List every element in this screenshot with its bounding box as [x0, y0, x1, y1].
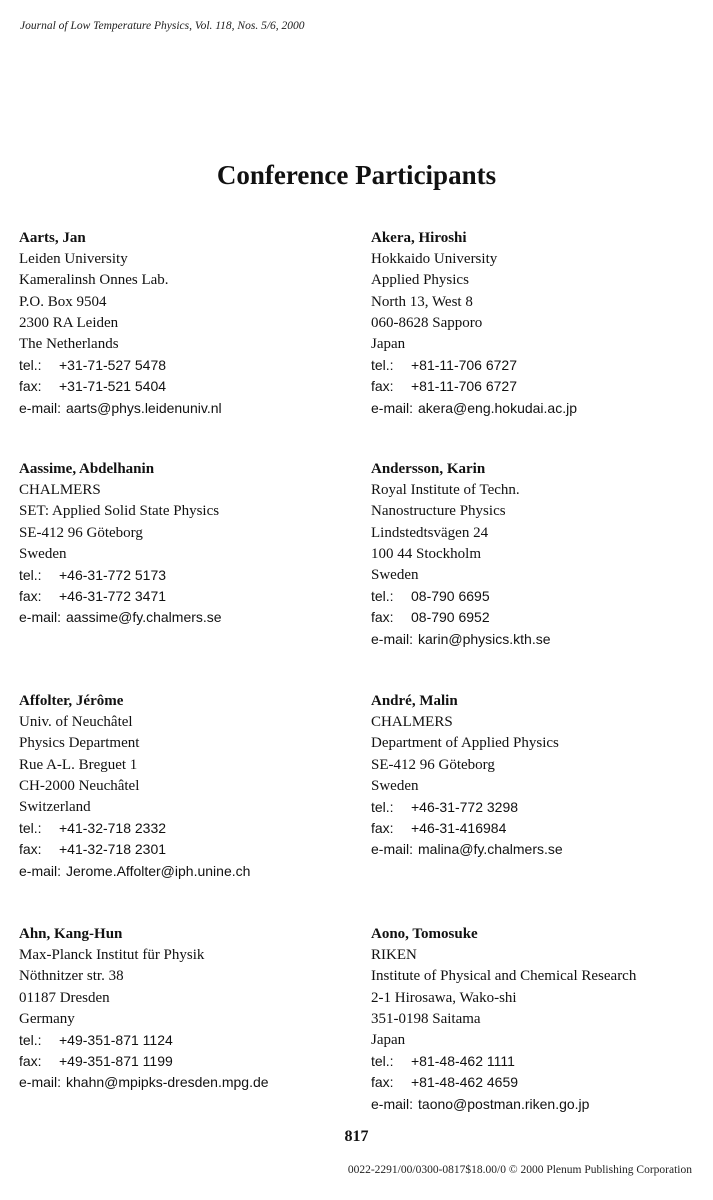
country: The Netherlands [19, 336, 119, 353]
tel-value: +46-31-772 3298 [411, 799, 519, 816]
tel-value: +31-71-527 5478 [59, 357, 167, 374]
fax-value: +46-31-772 3471 [59, 588, 167, 605]
tel-value: 08-790 6695 [411, 588, 490, 605]
fax-label: fax: [19, 588, 42, 605]
email-value: aarts@phys.leidenuniv.nl [66, 399, 222, 416]
email-line [19, 398, 359, 419]
participant-name: Andersson, Karin [371, 461, 486, 477]
participant-entry [371, 691, 711, 861]
participant-name: Akera, Hiroshi [371, 230, 467, 246]
address-line: Hokkaido University [371, 251, 498, 268]
participant-entry [19, 459, 359, 629]
participant-entry [19, 924, 359, 1094]
email-label: e-mail: [19, 399, 62, 416]
fax-line [19, 839, 359, 860]
email-line [19, 607, 359, 628]
fax-label: fax: [19, 378, 42, 395]
email-value: khahn@mpipks-dresden.mpg.de [66, 1074, 269, 1091]
participant-name: Aassime, Abdelhanin [19, 461, 155, 477]
fax-label: fax: [371, 378, 394, 395]
fax-value: 08-790 6952 [411, 609, 490, 626]
email-line [371, 629, 711, 650]
address-line: Nöthnitzer str. 38 [19, 968, 124, 985]
fax-value: +46-31-416984 [411, 820, 507, 837]
country: Sweden [371, 777, 419, 794]
participant-name: Aarts, Jan [19, 230, 86, 246]
address-line: North 13, West 8 [371, 293, 473, 310]
tel-line [371, 797, 711, 818]
participant-entry [371, 459, 711, 650]
fax-value: +81-11-706 6727 [411, 378, 517, 395]
address-line: 2300 RA Leiden [19, 314, 119, 331]
tel-value: +46-31-772 5173 [59, 567, 167, 584]
participant-name: Aono, Tomosuke [371, 926, 478, 942]
fax-value: +31-71-521 5404 [59, 378, 167, 395]
fax-line [19, 1051, 359, 1072]
tel-label: tel.: [371, 588, 394, 605]
email-line [371, 839, 711, 860]
address-line: Royal Institute of Techn. [371, 482, 520, 499]
email-line [19, 861, 359, 882]
address-line: 351-0198 Saitama [371, 1010, 481, 1027]
fax-line [371, 607, 711, 628]
tel-label: tel.: [19, 820, 42, 837]
address-line: CH-2000 Neuchâtel [19, 777, 140, 794]
country: Switzerland [19, 799, 91, 816]
email-label: e-mail: [371, 841, 414, 858]
tel-label: tel.: [19, 567, 42, 584]
address-line: P.O. Box 9504 [19, 293, 107, 310]
fax-line [371, 376, 711, 397]
fax-label: fax: [19, 841, 42, 858]
email-line [19, 1072, 359, 1093]
address-line: 100 44 Stockholm [371, 545, 482, 562]
tel-label: tel.: [19, 357, 42, 374]
participant-name: Affolter, Jérôme [19, 693, 124, 709]
tel-value: +81-48-462 1111 [411, 1053, 515, 1070]
tel-label: tel.: [371, 357, 394, 374]
address-line: Univ. of Neuchâtel [19, 714, 133, 731]
address-line: Physics Department [19, 735, 140, 752]
email-label: e-mail: [371, 1095, 414, 1112]
tel-line [371, 355, 711, 376]
email-value: Jerome.Affolter@iph.unine.ch [66, 862, 251, 879]
email-value: akera@eng.hokudai.ac.jp [418, 399, 577, 416]
address-line: Leiden University [19, 251, 128, 268]
fax-value: +41-32-718 2301 [59, 841, 167, 858]
email-value: aassime@fy.chalmers.se [66, 609, 222, 626]
fax-label: fax: [19, 1053, 42, 1070]
address-line: Kameralinsh Onnes Lab. [19, 272, 169, 289]
email-label: e-mail: [19, 862, 62, 879]
fax-line [371, 818, 711, 839]
email-label: e-mail: [19, 609, 62, 626]
address-line: Applied Physics [371, 272, 469, 289]
tel-label: tel.: [371, 1053, 394, 1070]
tel-label: tel.: [19, 1032, 42, 1049]
country: Japan [371, 1032, 406, 1049]
email-label: e-mail: [371, 630, 414, 647]
address-line: CHALMERS [371, 714, 453, 731]
journal-header: Journal of Low Temperature Physics, Vol. 118, Nos. 5/6, 2000 [20, 20, 305, 32]
fax-line [19, 586, 359, 607]
email-line [371, 398, 711, 419]
email-label: e-mail: [371, 399, 414, 416]
fax-line [19, 376, 359, 397]
email-line [371, 1094, 711, 1115]
country: Sweden [371, 567, 419, 584]
address-line: Rue A-L. Breguet 1 [19, 756, 138, 773]
fax-value: +81-48-462 4659 [411, 1074, 519, 1091]
tel-line [19, 818, 359, 839]
email-value: malina@fy.chalmers.se [418, 841, 563, 858]
address-line: SE-412 96 Göteborg [371, 756, 495, 773]
address-line: Max-Planck Institut für Physik [19, 947, 205, 964]
email-value: karin@physics.kth.se [418, 630, 551, 647]
address-line: Department of Applied Physics [371, 735, 559, 752]
tel-line [371, 1051, 711, 1072]
address-line: SET: Applied Solid State Physics [19, 503, 220, 520]
fax-label: fax: [371, 1074, 394, 1091]
page-title: Conference Participants [216, 160, 497, 190]
tel-value: +49-351-871 1124 [59, 1032, 173, 1049]
address-line: Nanostructure Physics [371, 503, 506, 520]
participant-entry [19, 228, 359, 419]
fax-label: fax: [371, 609, 394, 626]
address-line: CHALMERS [19, 482, 101, 499]
address-line: SE-412 96 Göteborg [19, 524, 143, 541]
tel-label: tel.: [371, 799, 394, 816]
page-number: 817 [344, 1128, 369, 1145]
fax-label: fax: [371, 820, 394, 837]
country: Germany [19, 1010, 75, 1027]
address-line: Lindstedtsvägen 24 [371, 524, 489, 541]
participant-entry [19, 691, 359, 882]
email-value: taono@postman.riken.go.jp [418, 1095, 590, 1112]
country: Sweden [19, 545, 67, 562]
participant-entry [371, 228, 711, 419]
address-line: Institute of Physical and Chemical Research [371, 968, 637, 985]
tel-line [19, 355, 359, 376]
fax-value: +49-351-871 1199 [59, 1053, 173, 1070]
address-line: 2-1 Hirosawa, Wako-shi [371, 989, 517, 1006]
participant-entry [371, 924, 711, 1115]
participant-name: André, Malin [371, 693, 458, 709]
tel-line [19, 565, 359, 586]
tel-value: +41-32-718 2332 [59, 820, 167, 837]
address-line: 060-8628 Sapporo [371, 314, 483, 331]
tel-line [19, 1030, 359, 1051]
tel-value: +81-11-706 6727 [411, 357, 517, 374]
address-line: RIKEN [371, 947, 417, 964]
address-line: 01187 Dresden [19, 989, 110, 1006]
email-label: e-mail: [19, 1074, 62, 1091]
country: Japan [371, 336, 406, 353]
tel-line [371, 586, 711, 607]
fax-line [371, 1072, 711, 1093]
participant-name: Ahn, Kang-Hun [19, 926, 123, 942]
copyright-line: 0022-2291/00/0300-0817$18.00/0 © 2000 Plenum Publishing Corporation [347, 1164, 692, 1176]
